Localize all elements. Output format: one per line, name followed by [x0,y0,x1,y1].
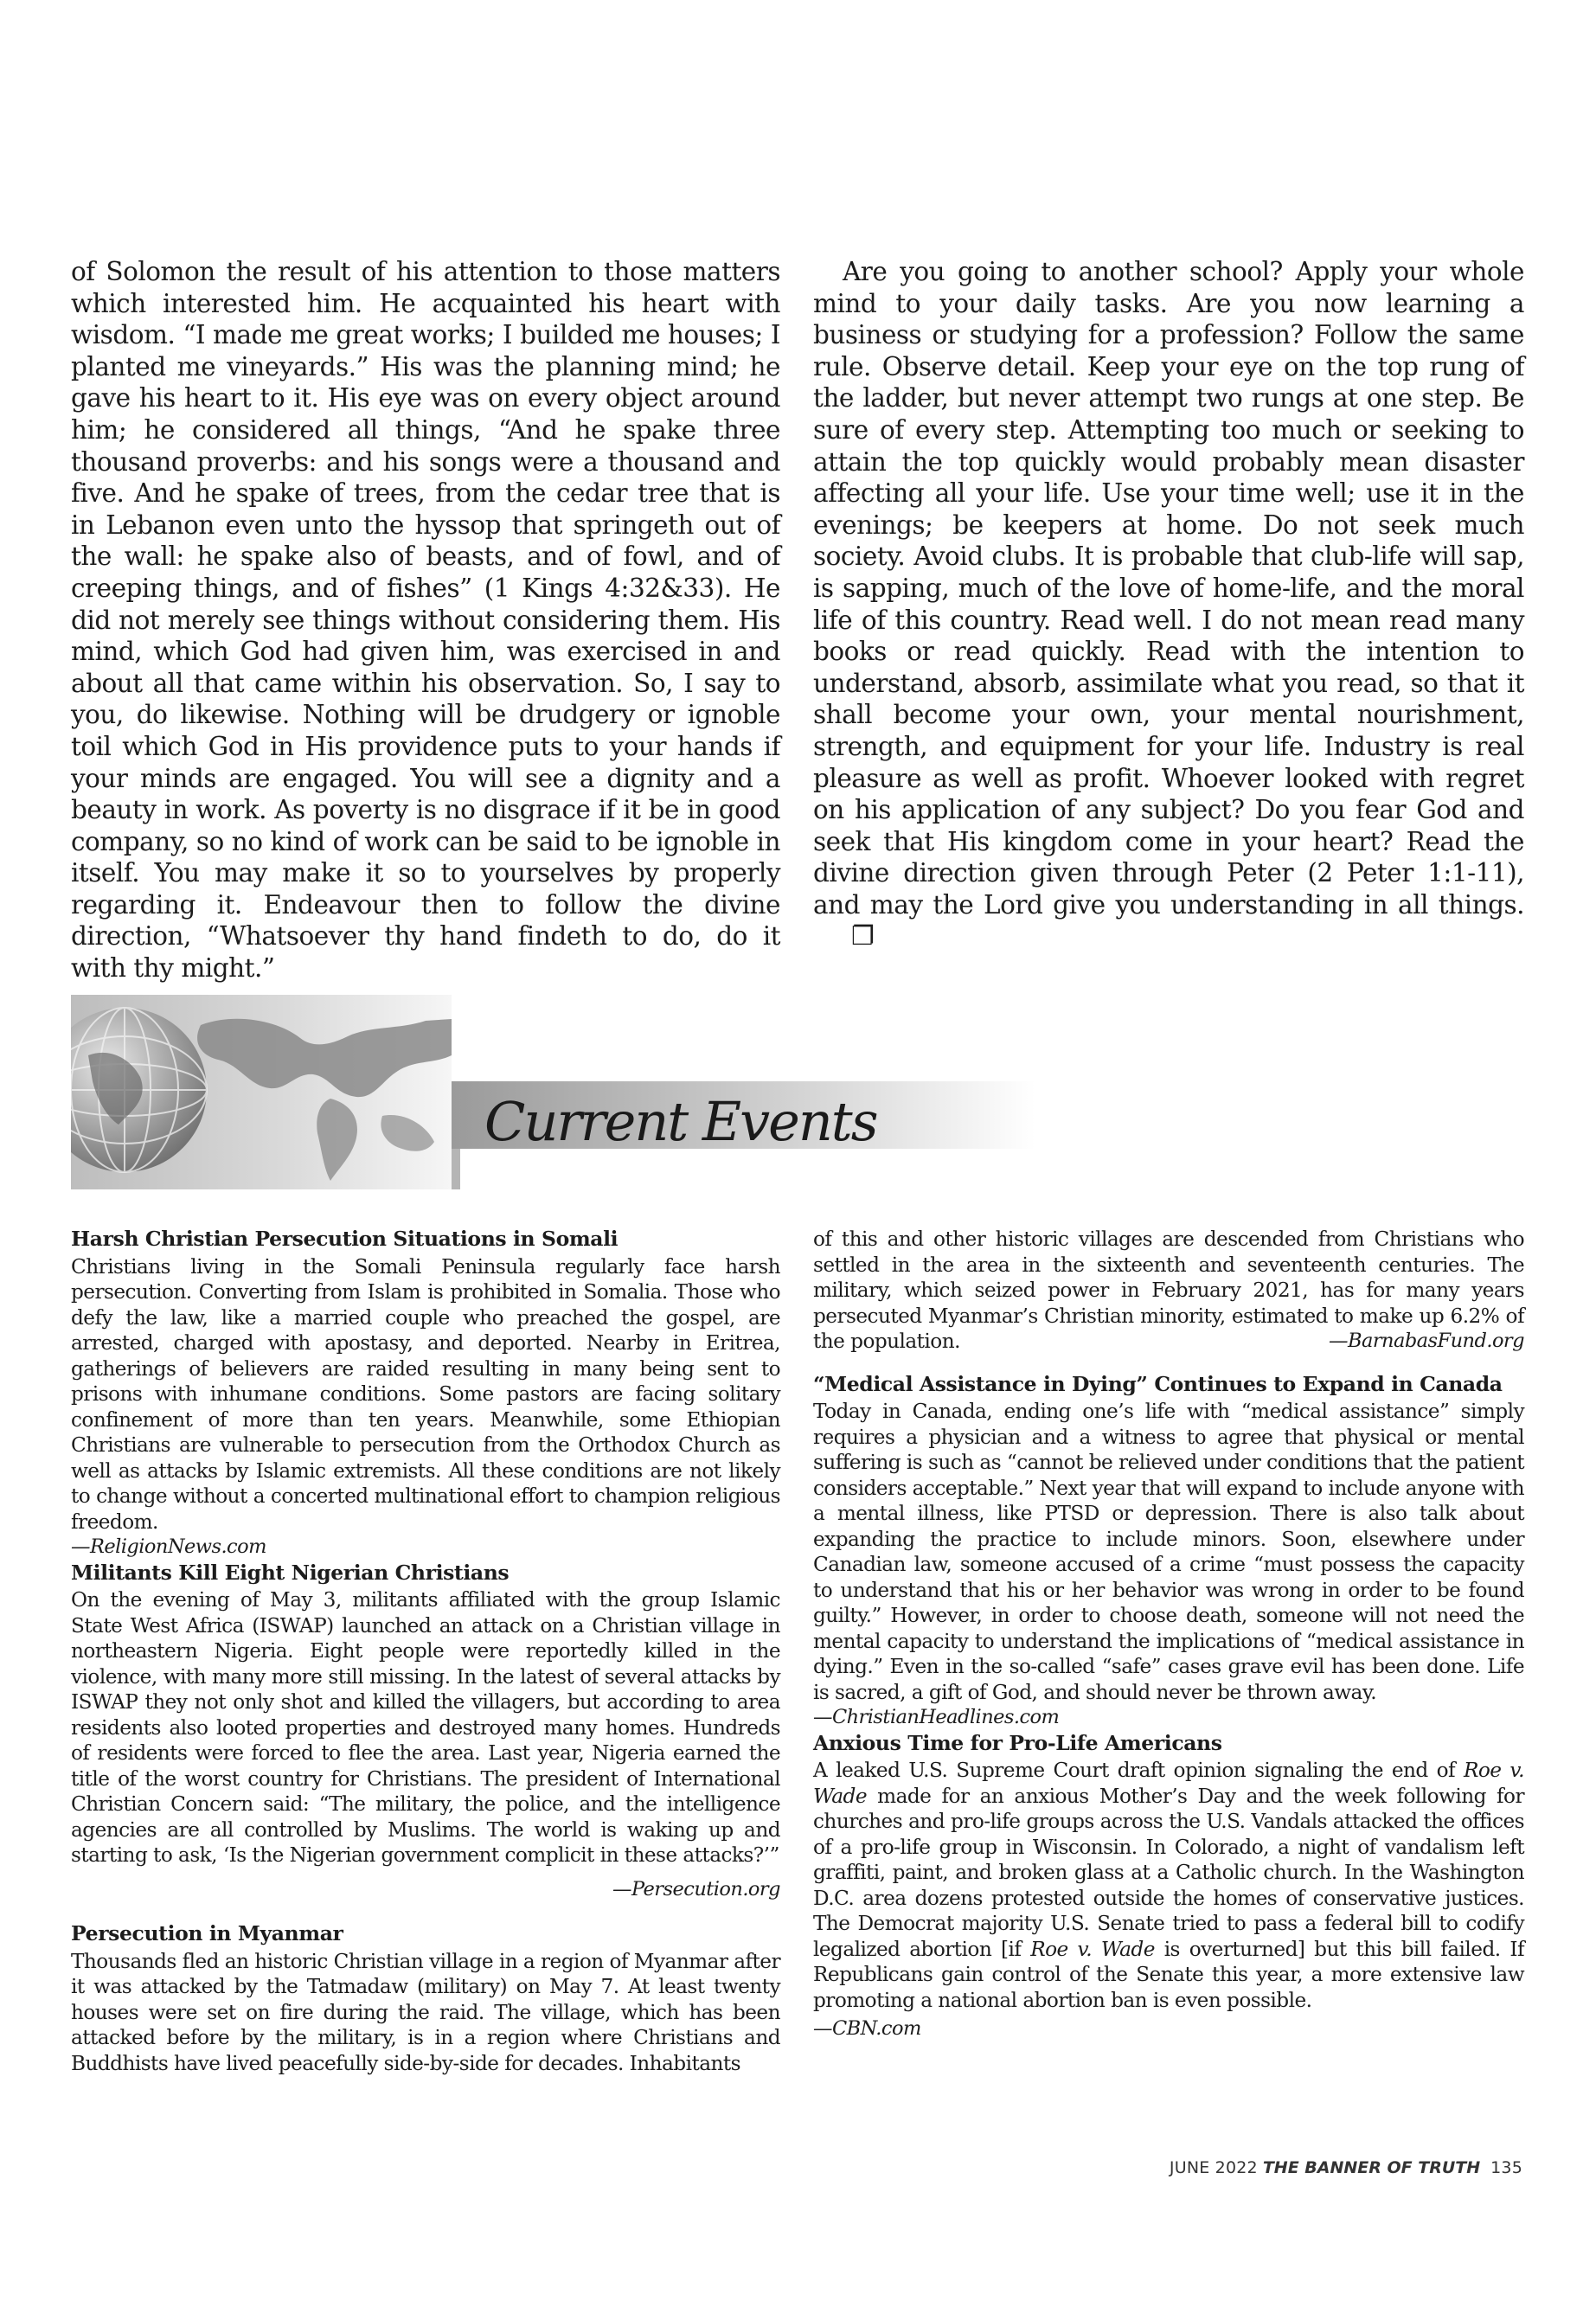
news-source: —ReligionNews.com [71,1535,266,1558]
news-item-myanmar [71,1921,780,2076]
case-name: Roe v. Wade [813,1759,1524,1808]
news-source: —ChristianHeadlines.com [813,1706,1060,1728]
news-heading: Anxious Time for Pro-Life Americans [813,1730,1222,1755]
news-body-text: made for an anxious Mother’s Day and the week following for churches and pro-life groups across the U.S. Vandals attacked the offices of a pro-life group in Wisconsin. In Colorado, a night of vandalism left graffiti, paint, and broken glass at a Catholic church. In the Washington D.C. area dozens protested outside the homes of conservative justices. The Democrat majority U.S. Senate tried to pass a federal bill to codify legalized abortion [if [813,1784,1524,1961]
news-body [71,1587,780,1900]
news-body-text: of this and other historic villages are descended from Christians who settled in the area in the sixteenth and seventeenth centuries. The military, which seized power in February 2021, has for many years persecuted Myanmar’s Christian minority, estimated to make up 6.2% of the population. [813,1227,1524,1353]
article-text-left: of Solomon the result of his attention to those matters which interested him. He acquainted his heart with wisdom. “I made me great works; I builded me houses; I planted me vineyards.” His was the planning mind; he gave his heart to it. His eye was on every object around him; he considered all things, “And he spake three thousand proverbs: and his songs were a thousand and five. And he spake of trees, from the cedar tree that is in Lebanon even unto the hyssop that springeth out of the wall: he spake also of beasts, and of fowl, and of creeping things, and of fishes” (1 Kings 4:32&33). He did not merely see things without considering them. His mind, which God had given him, was exercised in and about all that came within his observation. So, I say to you, do likewise. Nothing will be drudgery or ignoble toil which God in His providence puts to your hands if your minds are engaged. You will see a dignity and a beauty in work. As poverty is no disgrace if it be in good company, so no kind of work can be said to be ignoble in itself. You may make it so to yourselves by properly regarding it. Endeavour then to follow the divine direction, “Whatsoever thy hand findeth to do, do it with thy might.” [71,257,780,984]
news-left-column [71,1227,780,2076]
news-body-text: is overturned] but this bill failed. If Republicans gain control of the Senate this year, a more extensive law promoting a national abortion ban is even possible. [813,1937,1524,2012]
news-heading: Persecution in Myanmar [71,1921,343,1945]
current-events-banner [71,995,1035,1202]
magazine-name: THE BANNER OF TRUTH [1262,2158,1481,2177]
end-mark: ❐ [851,921,875,952]
top-right-column [813,256,1524,953]
page-footer [1142,2158,1522,2177]
news-item-myanmar-continued [813,1227,1524,1372]
news-body: Today in Canada, ending one’s life with “medical assistance” simply requires a physician and a witness to agree that physical or mental suffering is such as “cannot be relieved under conditions that the patient considers acceptable.” Next year that will expand to include anyone with a mental illness, like PTSD or depression. There is also talk about expanding the practice to include minors. Soon, elsewhere under Canadian law, someone accused of a crime “must possess the capacity to understand that his or her behavior was wrong in order to be found guilty.” However, in order to choose death, someone will not need the mental capacity to understand the implications of “medical assistance in dying.” Even in the so-called “safe” cases grave evil has been done. Life is sacred, a gift of God, and should never be thrown away. [813,1400,1524,1704]
news-body: Thousands fled an historic Christian village in a region of Myanmar after it was attacked by the Tatmadaw (military) on May 7. At least twenty houses were set on fire during the raid. The village, which has been attacked before by the military, is in a region where Christians and Buddhists have lived peacefully side-by-side for decades. Inhabitants [71,1949,780,2075]
issue-date: JUNE 2022 [1169,2158,1258,2177]
news-item-prolife [813,1731,1524,2042]
news-body [813,1758,1524,2013]
article-text-right [813,256,1524,953]
news-right-column [813,1227,1524,2042]
page-number: 135 [1490,2158,1522,2177]
news-item-nigeria [71,1561,780,1922]
news-body-text: On the evening of May 3, militants affiliated with the group Islamic State West Africa (ISWAP) launched an attack on a Christian village in northeastern Nigeria. Eight people were reportedly killed in the violence, with many more still missing. In the latest of several attacks by ISWAP they not only shot and killed the villagers, but according to area residents also looted properties and destroyed many homes. Hundreds of residents were forced to flee the area. Last year, Nigeria earned the title of the worst country for Christians. The president of International Christian Concern said: “The military, the police, and the intelligence agencies are all controlled by Muslims. The world is waking up and starting to ask, ‘Is the Nigerian government complicit in these attacks?’” [71,1588,780,1867]
news-heading: Militants Kill Eight Nigerian Christians [71,1560,510,1585]
news-heading: Harsh Christian Persecution Situations in Somali [71,1227,619,1251]
news-body-text: A leaked U.S. Supreme Court draft opinion signaling the end of [813,1759,1456,1782]
news-body [813,1227,1524,1355]
news-source: —BarnabasFund.org [1329,1330,1524,1352]
news-item-somali [71,1227,780,1561]
article-text-right-body: Are you going to another school? Apply your whole mind to your daily tasks. Are you now learning a business or studying for a profession? Follow the same rule. Observe detail. Keep your eye on the top rung of the ladder, but never attempt two rungs at one step. Be sure of every step. Attempting too much or seeking to attain the top quickly would probably mean disaster affecting all your life. Use your time well; use it in the evenings; be keepers at home. Do not seek much society. Avoid clubs. It is probable that club-life will sap, is sapping, much of the love of home-life, and the moral life of this country. Read well. I do not mean read many books or read quickly. Read with the intention to understand, absorb, assimilate what you read, so that it shall become your own, your mental nourishment, strength, and equipment for your life. Industry is real pleasure as well as profit. Whoever looked with regret on his application of any subject? Do you fear God and seek that His kingdom come in your heart? Read the divine direction given through Peter (2 Peter 1:1-11), and may the Lord give you understanding in all things. [813,257,1524,920]
news-body: Christians living in the Somali Peninsula regularly face harsh persecution. Converting from Islam is prohibited in Somalia. Those who defy the law, like a married couple who preached the gospel, are arrested, charged with apostasy, and deported. Nearby in Eritrea, gatherings of believers are raided resulting in many being sent to prisons with inhumane conditions. Some pastors are facing solitary confinement of more than ten years. Meanwhile, some Ethiopian Christians are vulnerable to persecution from the Orthodox Church as well as attacks by Islamic extremists. All these conditions are not likely to change without a concerted multinational effort to champion religious freedom. [71,1254,780,1534]
case-name: Roe v. Wade [1030,1937,1155,1961]
top-left-column [71,256,780,984]
news-source: —Persecution.org [612,1877,780,1900]
section-title: Current Events [484,1090,877,1153]
news-item-canada [813,1372,1524,1731]
news-source: —CBN.com [813,2017,921,2040]
news-heading: “Medical Assistance in Dying” Continues to Expand in Canada [813,1371,1503,1396]
